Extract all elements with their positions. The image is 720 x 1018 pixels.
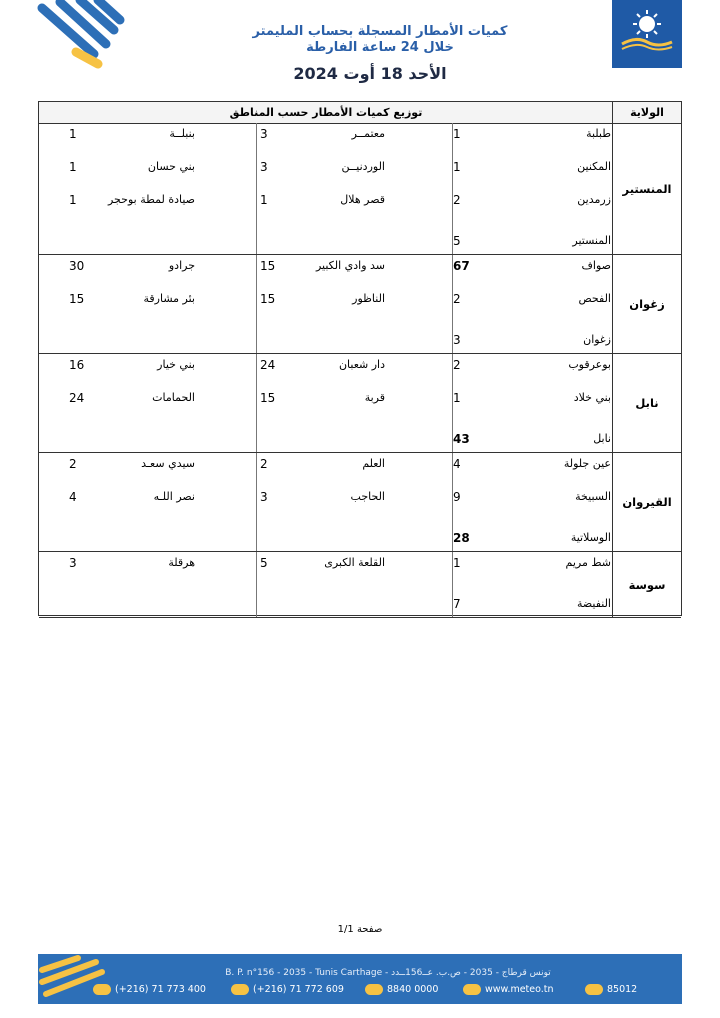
rainfall-value: 2: [453, 292, 461, 306]
rainfall-value: 5: [260, 556, 268, 570]
region-name: المنستير: [612, 123, 681, 254]
station-name: بني خيار: [157, 358, 195, 371]
rainfall-value: 7: [453, 597, 461, 611]
station-name: سد وادي الكبير: [315, 259, 385, 272]
table-row: [39, 519, 613, 552]
rainfall-value: 4: [69, 490, 77, 504]
rainfall-value: 1: [260, 193, 268, 207]
rainfall-value: 3: [260, 127, 268, 141]
header-distribution: توزيع كميات الأمطار حسب المناطق: [39, 102, 613, 123]
globe-icon: [463, 984, 481, 995]
title-line-2: خلال 24 ساعة الفارطة: [306, 40, 454, 55]
station-name: الحمامات: [152, 391, 195, 404]
contact-phone-3: [365, 984, 438, 995]
rainfall-value: 3: [453, 333, 461, 347]
footer-bar: [38, 954, 682, 1004]
table-row: [39, 486, 613, 519]
table-row: [39, 453, 613, 486]
station-name: الوسلاتية: [570, 531, 611, 544]
rainfall-value: 2: [69, 457, 77, 471]
station-name: بني حسان: [147, 160, 195, 173]
decorative-stripes-icon: [36, 0, 126, 70]
table-row: [39, 321, 613, 354]
rainfall-value: 15: [260, 391, 276, 405]
table-row: [39, 222, 613, 255]
region-name: نابل: [612, 354, 681, 452]
table-row: [39, 189, 613, 222]
rainfall-value: 2: [453, 193, 461, 207]
rainfall-value: 3: [260, 490, 268, 504]
hotline-icon: [365, 984, 383, 995]
rainfall-value: 3: [69, 556, 77, 570]
station-name: الوردنيــن: [341, 160, 385, 173]
station-name: بئر مشارقة: [143, 292, 195, 305]
station-name: شط مريم: [565, 556, 611, 569]
station-name: نصر اللـه: [153, 490, 195, 503]
station-name: نابل: [593, 432, 611, 445]
page-number: صفحة 1/1: [337, 924, 383, 935]
station-name: عين جلولة: [563, 457, 611, 470]
footer-contacts: [93, 984, 673, 1000]
rainfall-value: 1: [453, 127, 461, 141]
rainfall-value: 67: [453, 259, 470, 273]
table-row: [39, 288, 613, 321]
station-name: زغوان: [583, 333, 611, 346]
table-row: [39, 585, 613, 618]
title-line-1: كميات الأمطار المسجلة بحساب المليمتر: [252, 24, 508, 39]
rainfall-value: 3: [260, 160, 268, 174]
station-name: المكنين: [577, 160, 611, 173]
table-header: [39, 102, 681, 124]
rainfall-value: 4: [453, 457, 461, 471]
station-name: زرمدين: [577, 193, 611, 206]
contact-phone-1: [93, 984, 206, 995]
region-name: القيروان: [612, 453, 681, 551]
rainfall-value: 1: [453, 391, 461, 405]
station-name: بوعرقوب: [568, 358, 611, 371]
rainfall-value: 9: [453, 490, 461, 504]
station-name: طبلبة: [586, 127, 611, 140]
rainfall-value: 15: [260, 259, 276, 273]
table-row: [39, 354, 613, 387]
rainfall-value: 24: [69, 391, 85, 405]
region-group: [39, 453, 681, 552]
station-name: القلعة الكبرى: [324, 556, 385, 569]
station-name: النفيضة: [576, 597, 611, 610]
footer-address: B. P. n°156 - 2035 - Tunis Carthage - تونس قرطاج - 2035 - ص.ب. عــ156ــدد: [225, 968, 551, 978]
table-row: [39, 255, 613, 288]
station-name: صواف: [581, 259, 611, 272]
station-name: قربة: [364, 391, 385, 404]
region-name: سوسة: [612, 552, 681, 617]
station-name: العلم: [362, 457, 385, 470]
rainfall-value: 28: [453, 531, 470, 545]
phone-3-text: 8840 0000: [387, 984, 439, 995]
report-date: الأحد 18 أوت 2024: [293, 64, 447, 83]
station-name: بني خلاد: [573, 391, 611, 404]
contact-sms: [585, 984, 637, 995]
station-name: الحاجب: [350, 490, 385, 503]
contact-phone-2: [231, 984, 344, 995]
station-name: جرادو: [168, 259, 195, 272]
station-name: الناظور: [352, 292, 385, 305]
rainfall-value: 1: [453, 556, 461, 570]
report-title: [200, 24, 560, 56]
rainfall-value: 43: [453, 432, 470, 446]
station-name: سيدي سعـد: [141, 457, 195, 470]
sms-icon: [585, 984, 603, 995]
rainfall-value: 1: [69, 160, 77, 174]
rainfall-value: 2: [260, 457, 268, 471]
station-name: قصر هلال: [340, 193, 385, 206]
rainfall-value: 15: [260, 292, 276, 306]
rainfall-value: 1: [453, 160, 461, 174]
table-row: [39, 123, 613, 156]
table-row: [39, 552, 613, 585]
rainfall-value: 16: [69, 358, 85, 372]
station-name: المنستير: [572, 234, 611, 247]
rainfall-value: 1: [69, 193, 77, 207]
region-name: زغوان: [612, 255, 681, 353]
region-group: [39, 123, 681, 255]
phone-icon: [93, 984, 111, 995]
rainfall-value: 24: [260, 358, 276, 372]
station-name: السبيخة: [575, 490, 611, 503]
fax-icon: [231, 984, 249, 995]
station-name: صيادة لمطة بوحجر: [107, 193, 195, 206]
region-group: [39, 255, 681, 354]
institute-logo: [612, 0, 682, 68]
contact-website[interactable]: [463, 984, 554, 995]
table-row: [39, 387, 613, 420]
sms-text: 85012: [607, 984, 638, 995]
station-name: الفحص: [578, 292, 611, 305]
rainfall-value: 2: [453, 358, 461, 372]
rainfall-table: [38, 101, 682, 616]
header-region: الولاية: [612, 102, 681, 123]
table-row: [39, 420, 613, 453]
rainfall-value: 15: [69, 292, 85, 306]
region-group: [39, 552, 681, 618]
rainfall-value: 1: [69, 127, 77, 141]
table-row: [39, 156, 613, 189]
station-name: بنبلــة: [169, 127, 195, 140]
rainfall-value: 30: [69, 259, 85, 273]
station-name: دار شعبان: [338, 358, 385, 371]
weather-logo-icon: [618, 8, 676, 52]
station-name: معتمــر: [351, 127, 385, 140]
phone-2-text: (+216) 71 772 609: [253, 984, 344, 995]
rainfall-value: 5: [453, 234, 461, 248]
website-link[interactable]: www.meteo.tn: [485, 984, 554, 995]
station-name: هرقلة: [168, 556, 195, 569]
phone-1-text: (+216) 71 773 400: [115, 984, 206, 995]
region-group: [39, 354, 681, 453]
